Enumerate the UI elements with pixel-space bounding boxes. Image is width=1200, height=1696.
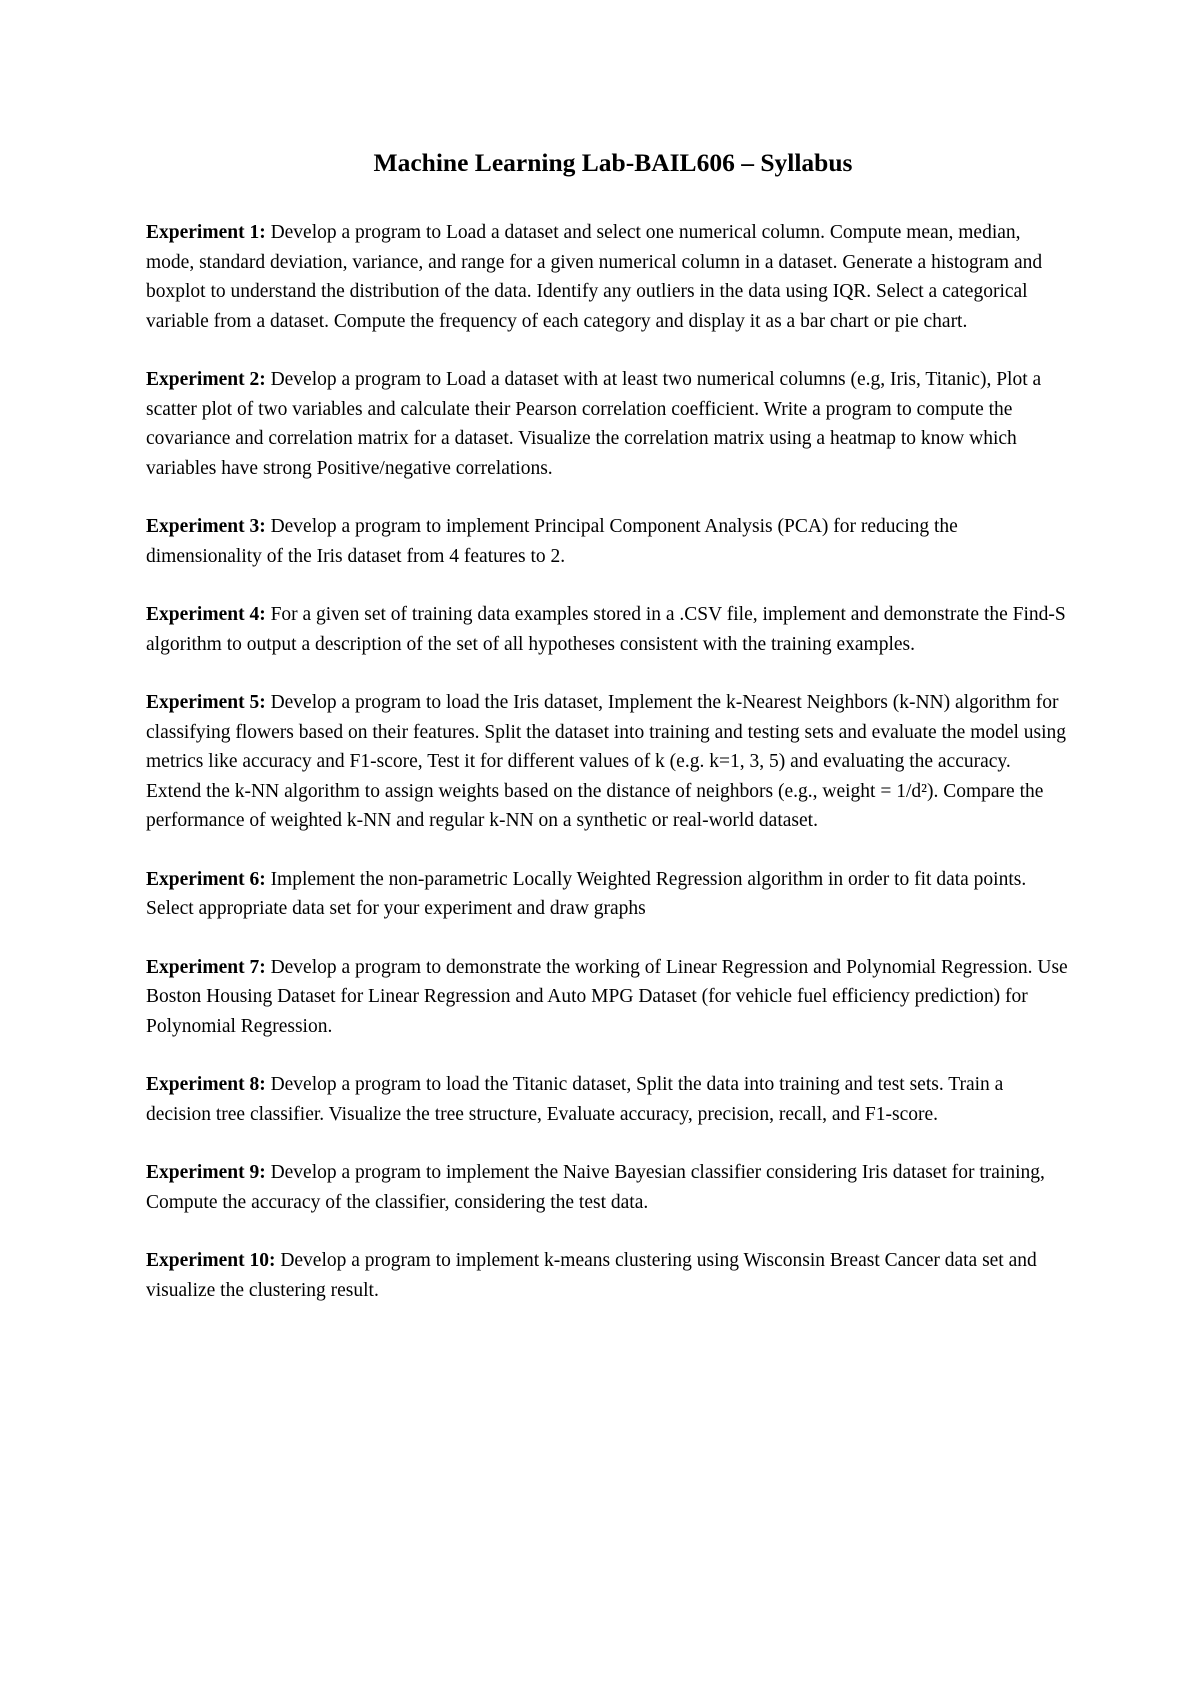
experiment-1 xyxy=(146,218,1070,336)
experiment-label: Experiment 5: xyxy=(146,692,266,713)
experiment-text: Develop a program to implement Principal Component Analysis (PCA) for reducing the dimensionality of the Iris dataset from 4 features to 2. xyxy=(146,516,958,567)
experiment-text: Develop a program to Load a dataset with at least two numerical columns (e.g, Iris, Titanic), Plot a scatter plot of two variables and calculate their Pearson correlation coefficient. Write a program to compute the covariance and correlation matrix for a dataset. Visualize the correlation matrix using a heatmap to know which variables have strong Positive/negative correlations. xyxy=(146,369,1042,479)
experiment-label: Experiment 10: xyxy=(146,1250,276,1271)
experiment-8 xyxy=(146,1070,1070,1129)
experiment-label: Experiment 4: xyxy=(146,604,266,625)
page-title: Machine Learning Lab-BAIL606 – Syllabus xyxy=(373,148,853,177)
experiment-text: Develop a program to demonstrate the working of Linear Regression and Polynomial Regression. Use Boston Housing Dataset for Linear Regression and Auto MPG Dataset (for vehicle fuel efficiency prediction) for Polynomial Regression. xyxy=(146,956,1068,1037)
experiment-label: Experiment 1: xyxy=(146,222,266,243)
experiment-2 xyxy=(146,365,1070,483)
experiment-text: Implement the non-parametric Locally Weighted Regression algorithm in order to fit data points. Select appropriate data set for your experiment and draw graphs xyxy=(146,868,1027,919)
experiment-7 xyxy=(146,953,1070,1042)
experiment-10 xyxy=(146,1246,1070,1305)
experiment-5 xyxy=(146,688,1070,836)
experiment-label: Experiment 9: xyxy=(146,1162,266,1183)
experiment-label: Experiment 8: xyxy=(146,1074,266,1095)
experiment-text: Develop a program to Load a dataset and select one numerical column. Compute mean, median, mode, standard deviation, variance, and range for a given numerical column in a dataset. Generate a histogram and boxplot to understand the distribution of the data. Identify any outliers in the data using IQR. Select a categorical variable from a dataset. Compute the frequency of each category and display it as a bar chart or pie chart. xyxy=(146,222,1043,332)
experiment-6 xyxy=(146,865,1070,924)
experiment-9 xyxy=(146,1158,1070,1217)
experiment-text: Develop a program to load the Iris dataset, Implement the k-Nearest Neighbors (k-NN) algorithm for classifying flowers based on their features. Split the dataset into training and testing sets and evaluate the model using metrics like accuracy and F1-score, Test it for different values of k (e.g. k=1, 3, 5) and evaluating the accuracy. Extend the k-NN algorithm to assign weights based on the distance of neighbors (e.g., weight = 1/d²). Compare the performance of weighted k-NN and regular k-NN on a synthetic or real-world dataset. xyxy=(146,692,1067,831)
experiment-text: Develop a program to implement k-means clustering using Wisconsin Breast Cancer data set and visualize the clustering result. xyxy=(146,1250,1037,1301)
experiment-3 xyxy=(146,512,1070,571)
experiment-4 xyxy=(146,600,1070,659)
experiment-text: Develop a program to load the Titanic dataset, Split the data into training and test sets. Train a decision tree classifier. Visualize the tree structure, Evaluate accuracy, precision, recall, and F1-score. xyxy=(146,1074,1004,1125)
experiment-label: Experiment 2: xyxy=(146,369,266,390)
experiment-text: For a given set of training data examples stored in a .CSV file, implement and demonstrate the Find-S algorithm to output a description of the set of all hypotheses consistent with the training examples. xyxy=(146,604,1066,655)
experiment-text: Develop a program to implement the Naive Bayesian classifier considering Iris dataset for training, Compute the accuracy of the classifier, considering the test data. xyxy=(146,1162,1045,1213)
experiment-label: Experiment 6: xyxy=(146,868,266,890)
experiment-label: Experiment 7: xyxy=(146,956,266,978)
experiment-label: Experiment 3: xyxy=(146,516,266,537)
